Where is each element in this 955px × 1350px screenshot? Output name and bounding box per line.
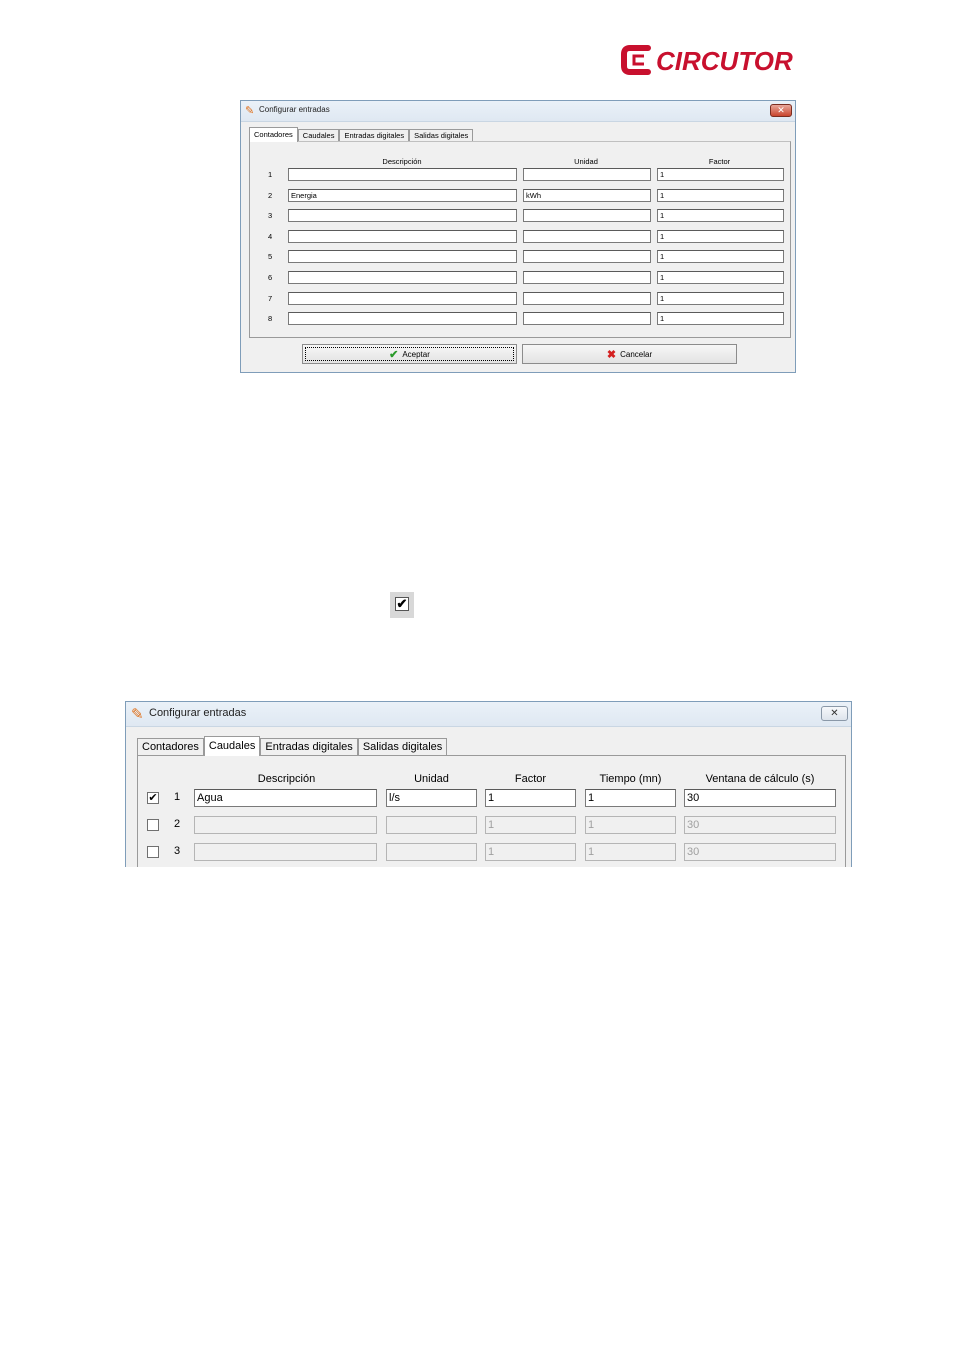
checkbox-illustration <box>390 592 414 618</box>
close-button[interactable] <box>770 104 792 117</box>
factor-input[interactable]: 1 <box>657 292 784 305</box>
configurar-entradas-dialog-caudales <box>125 701 852 867</box>
row-number: 7 <box>268 294 273 303</box>
column-header-unidad: Unidad <box>414 773 449 785</box>
factor-input[interactable]: 1 <box>657 189 784 202</box>
row-number: 4 <box>268 232 273 241</box>
factor-input[interactable]: 1 <box>485 843 576 861</box>
unidad-input[interactable] <box>523 312 651 325</box>
row-enable-checkbox[interactable] <box>147 819 159 831</box>
app-icon: ✎ <box>245 105 255 117</box>
row-number: 3 <box>174 845 181 857</box>
unidad-input[interactable] <box>523 292 651 305</box>
descripcion-input[interactable] <box>288 312 517 325</box>
descripcion-input[interactable]: Agua <box>194 789 377 807</box>
tab-entradas-digitales[interactable]: Entradas digitales <box>260 738 357 756</box>
row-number: 1 <box>268 170 273 179</box>
app-icon: ✎ <box>131 706 144 723</box>
ventana-input[interactable]: 30 <box>684 843 836 861</box>
column-header-descripcion: Descripción <box>257 773 316 785</box>
unidad-input[interactable]: kWh <box>523 189 651 202</box>
tab-contadores[interactable]: Contadores <box>137 738 204 756</box>
column-header-factor: Factor <box>514 773 547 785</box>
tiempo-input[interactable]: 1 <box>585 816 676 834</box>
tab-caudales[interactable]: Caudales <box>204 736 260 756</box>
unidad-input[interactable] <box>523 250 651 263</box>
descripcion-input[interactable] <box>288 250 517 263</box>
checkbox-checked-icon: ✔ <box>396 596 408 611</box>
descripcion-input[interactable] <box>288 209 517 222</box>
cross-icon: ✖ <box>606 348 617 361</box>
unidad-input[interactable] <box>386 816 477 834</box>
tab-salidas-digitales[interactable]: Salidas digitales <box>409 129 473 142</box>
ventana-input[interactable]: 30 <box>684 789 836 807</box>
row-number: 3 <box>268 211 273 220</box>
descripcion-input[interactable] <box>288 271 517 284</box>
column-header-tiempo: Tiempo (mn) <box>599 773 662 785</box>
unidad-input[interactable] <box>523 230 651 243</box>
ventana-input[interactable]: 30 <box>684 816 836 834</box>
dialog-titlebar <box>241 101 795 122</box>
descripcion-input[interactable] <box>194 843 377 861</box>
descripcion-input[interactable] <box>288 230 517 243</box>
dialog-titlebar <box>126 702 851 727</box>
close-icon: ✕ <box>830 708 839 719</box>
row-number: 2 <box>268 191 273 200</box>
row-number: 1 <box>174 791 181 803</box>
aceptar-button[interactable] <box>302 344 517 364</box>
tab-caudales[interactable]: Caudales <box>298 129 340 142</box>
dialog-title: Configurar entradas <box>259 105 330 114</box>
unidad-input[interactable] <box>523 168 651 181</box>
dialog-title: Configurar entradas <box>149 707 247 719</box>
close-icon: ✕ <box>777 105 785 115</box>
unidad-input[interactable] <box>386 843 477 861</box>
row-enable-checkbox[interactable] <box>147 846 159 858</box>
cancelar-button[interactable] <box>522 344 737 364</box>
close-button[interactable] <box>821 706 848 721</box>
row-number: 5 <box>268 252 273 261</box>
factor-input[interactable]: 1 <box>657 168 784 181</box>
circutor-logo-text: CIRCUTOR <box>656 46 793 76</box>
check-icon: ✔ <box>389 348 399 361</box>
tab-entradas-digitales[interactable]: Entradas digitales <box>339 129 409 142</box>
column-header-ventana: Ventana de cálculo (s) <box>705 773 815 785</box>
factor-input[interactable]: 1 <box>657 312 784 325</box>
unidad-input[interactable] <box>523 209 651 222</box>
unidad-input[interactable]: l/s <box>386 789 477 807</box>
factor-input[interactable]: 1 <box>485 816 576 834</box>
tiempo-input[interactable]: 1 <box>585 789 676 807</box>
circutor-logo-icon <box>620 42 654 78</box>
descripcion-input[interactable] <box>288 168 517 181</box>
factor-input[interactable]: 1 <box>657 209 784 222</box>
tab-panel-contadores <box>249 141 791 338</box>
column-header-factor: Factor <box>708 157 731 166</box>
cancelar-label: Cancelar <box>620 349 653 359</box>
descripcion-input[interactable] <box>194 816 377 834</box>
factor-input[interactable]: 1 <box>657 271 784 284</box>
factor-input[interactable]: 1 <box>485 789 576 807</box>
tiempo-input[interactable]: 1 <box>585 843 676 861</box>
row-number: 2 <box>174 818 181 830</box>
tab-salidas-digitales[interactable]: Salidas digitales <box>358 738 448 756</box>
descripcion-input[interactable] <box>288 292 517 305</box>
configurar-entradas-dialog-contadores <box>240 100 796 373</box>
factor-input[interactable]: 1 <box>657 230 784 243</box>
descripcion-input[interactable]: Energia <box>288 189 517 202</box>
column-header-unidad: Unidad <box>574 157 598 166</box>
tab-strip <box>137 736 447 756</box>
row-enable-checkbox[interactable]: ✔ <box>148 792 158 804</box>
row-number: 6 <box>268 273 273 282</box>
tab-strip <box>249 127 473 142</box>
column-header-descripcion: Descripción <box>382 157 422 166</box>
tab-panel-caudales <box>137 755 846 867</box>
row-number: 8 <box>268 314 273 323</box>
tab-contadores[interactable]: Contadores <box>249 127 298 142</box>
aceptar-label: Aceptar <box>402 349 430 359</box>
unidad-input[interactable] <box>523 271 651 284</box>
factor-input[interactable]: 1 <box>657 250 784 263</box>
circutor-logo <box>620 42 800 82</box>
